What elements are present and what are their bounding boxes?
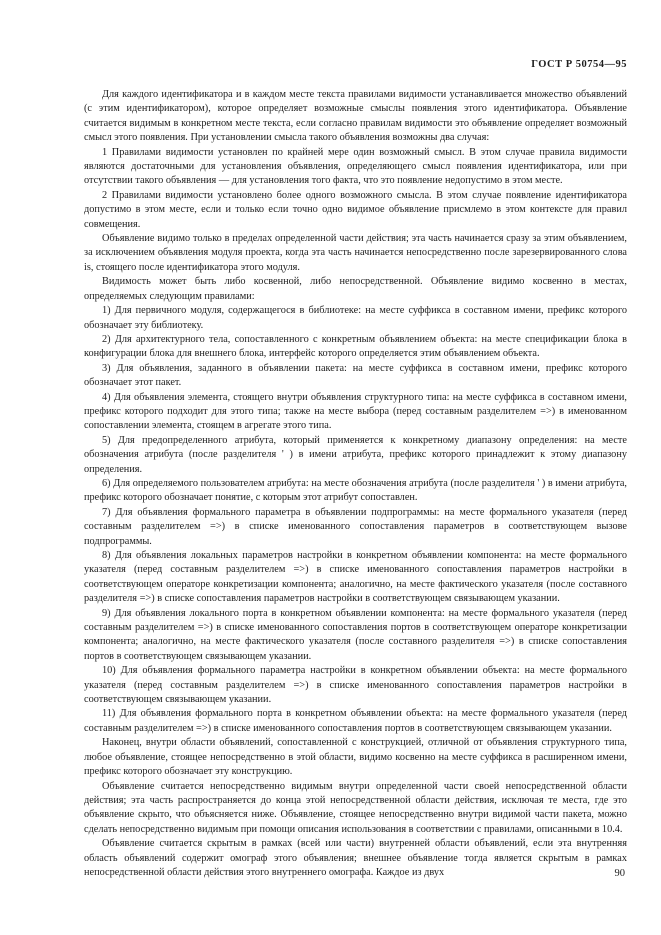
list-item: 4) Для объявления элемента, стоящего внутри объявления структурного типа: на месте суффикса в составном имени, префикс которого подходит для этого типа; также на месте выбора (перед составным разделителем =>) в именованном сопоставлении элемента, стоящем в агрегате этого типа. (84, 391, 627, 432)
list-item: 7) Для объявления формального параметра в объявлении подпрограммы: на месте формального указателя (перед составным разделителем =>) в списке именованного сопоставления параметров в соответствующем вызове подпрограммы. (84, 506, 627, 547)
list-item: 1) Для первичного модуля, содержащегося в библиотеке: на месте суффикса в составном имени, префикс которого обозначает эту библиотеку. (84, 305, 627, 331)
paragraph: Видимость может быть либо косвенной, либо непосредственной. Объявление видимо косвенно в местах, определяемых следующим правилами: (84, 276, 627, 302)
list-item: 8) Для объявления локальных параметров настройки в конкретном объявлении компонента: на месте формального указателя (перед составным разделителем =>) в списке именованного сопоставления параметров настройки в соответствующем операторе конкретизации компонента; аналогично, на месте фактического указателя (после составного разделителя =>) в списке сопоставления параметров настройки в соответствующем связывающем указании. (84, 550, 627, 605)
paragraph: Объявление считается скрытым в рамках (всей или части) внутренней области объявлений, если эта внутренняя область объявлений содержит омограф этого объявления; внешнее объявление тогда является скрытым в рамках непосредственной области действия этого внутреннего омографа. Каждое из двух (84, 838, 627, 878)
list-item: 6) Для определяемого пользователем атрибута: на месте обозначения атрибута (после разделителя ' ) в имени атрибута, префикс которого обозначает понятие, с которым этот атрибут сопоставлен. (84, 477, 627, 504)
page-number: 90 (614, 868, 625, 879)
standard-header: ГОСТ Р 50754—95 (531, 59, 627, 70)
list-item: 5) Для предопределенного атрибута, который применяется к конкретному диапазону определения: на месте обозначения атрибута (после разделителя ' ) в имени атрибута, префикс которого принадлежит к этому диапазону определения. (84, 434, 627, 475)
paragraph: 1 Правилами видимости установлен по крайней мере один возможный смысл. В этом случае правила видимости являются достаточными для установления объявления, определяющего смысл появления идентификатора, или при отсутствии такого объявления — для установления того факта, что это появление недопустимо в этом месте. (84, 146, 627, 187)
list-item: 9) Для объявления локального порта в конкретном объявлении компонента: на месте формального указателя (перед составным разделителем =>) в списке именованного сопоставления портов в соответствующем операторе конкретизации компонента; аналогично, на месте фактического указателя (после составного разделителя =>) в списке сопоставления портов в соответствующем связывающем указании. (84, 607, 627, 662)
paragraph: Объявление видимо только в пределах определенной части действия; эта часть начинается сразу за этим объявлением, за исключением объявления модуля проекта, когда эта часть начинается непосредственно после зарезервированного слова is, стоящего после идентификатора этого модуля. (84, 233, 627, 273)
paragraph: Объявление считается непосредственно видимым внутри определенной части своей непосредственной области действия; эта часть распространяется до конца этой непосредственной области действия, исключая те места, где это объявление скрыто, что объясняется ниже. Объявление, стоящее непосредственно внутри видимой части пакета, можно сделать непосредственно видимым при помощи описания использования в соответствии с правилами, описанными в 10.4. (84, 780, 627, 835)
list-item: 11) Для объявления формального порта в конкретном объявлении объекта: на месте формального указателя (перед составным разделителем =>) в списке именованного сопоставления портов в соответствующем связывающем указании. (84, 708, 627, 734)
list-item: 3) Для объявления, заданного в объявлении пакета: на месте суффикса в составном имени, префикс которого обозначает этот пакет. (84, 362, 627, 389)
paragraph: Наконец, внутри области объявлений, сопоставленной с конструкцией, отличной от объявления структурного типа, любое объявление, стоящее непосредственно в этой области, видимо косвенно на месте суффикса в расширенном имени, префикс которого обозначает эту конструкцию. (84, 737, 627, 778)
paragraph: Для каждого идентификатора и в каждом месте текста правилами видимости устанавливается множество объявлений (с этим идентификатором), которое определяет возможные смыслы появления этого идентификатора. Объявление считается видимым в конкретном месте текста, если согласно правилам видимости это объявление определяет возможный смысл этого появления. При установлении смысла такого объявления возможны два случая: (84, 89, 627, 144)
list-item: 2) Для архитектурного тела, сопоставленного с конкретным объявлением объекта: на месте спецификации блока в конфигурации блока для внешнего блока, интерфейс которого определяется этим объявлением объекта. (84, 333, 627, 360)
list-item: 10) Для объявления формального параметра настройки в конкретном объявлении объекта: на месте формального указателя (перед составным разделителем =>) в списке именованного сопоставления параметров настройки в соответствующем связывающем указании. (84, 665, 627, 706)
paragraph: 2 Правилами видимости установлено более одного возможного смысла. В этом случае появление идентификатора допустимо в этом месте, если и только если точно одно видимое объявление присмлемо в этом контексте для правил совмещения. (84, 189, 627, 230)
document-body (84, 88, 627, 880)
